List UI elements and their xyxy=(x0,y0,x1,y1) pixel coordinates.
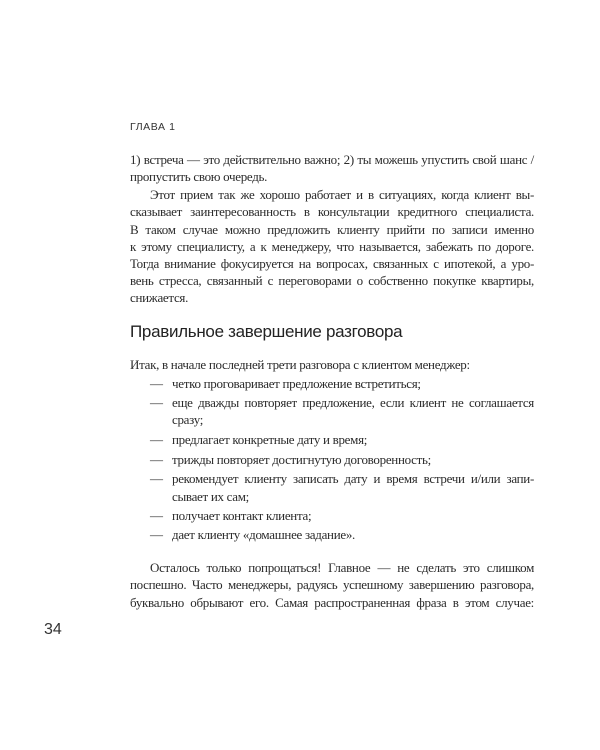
list-dash: — xyxy=(150,508,163,523)
list-dash: — xyxy=(150,432,163,447)
list-dash: — xyxy=(150,452,163,467)
section-heading: Правильное завершение разговора xyxy=(130,322,403,341)
text-line: сразу; xyxy=(172,412,204,427)
text-line: предлагает конкретные дату и время; xyxy=(172,432,368,447)
text-line: дает клиенту «домашнее задание». xyxy=(172,527,355,542)
text-line: рекомендует клиенту записать дату и время встречи и/или запи- xyxy=(172,471,534,486)
list-dash: — xyxy=(150,395,163,410)
text-line: еще дважды повторяет предложение, если клиент не соглашается xyxy=(172,395,534,410)
text-line: 1) встреча — это действительно важно; 2) ты можешь упустить свой шанс / xyxy=(130,152,534,167)
list-dash: — xyxy=(150,471,163,486)
text-line: пропустить свою очередь. xyxy=(130,169,268,184)
list-dash: — xyxy=(150,376,163,391)
text-line: к этому специалисту, а к менеджеру, что называется, забежать по дороге. xyxy=(130,239,534,254)
text-line: снижается. xyxy=(130,290,189,305)
section-lead: Итак, в начале последней трети разговора с клиентом менеджер: xyxy=(130,357,470,372)
text-line: получает контакт клиента; xyxy=(172,508,312,523)
text-line: Тогда внимание фокусируется на вопросах, связанных с ипотекой, а уро- xyxy=(130,256,534,271)
text-line: В таком случае можно предложить клиенту прийти по записи именно xyxy=(130,222,534,237)
text-line: сказывает заинтересованность в консультации кредитного специалиста. xyxy=(130,204,534,219)
text-line: Осталось только попрощаться! Главное — не сделать это слишком xyxy=(150,560,534,575)
text-line: вень стресса, связанный с переговорами о собственно покупке квартиры, xyxy=(130,273,534,288)
text-line: буквально обрывают его. Самая распространенная фраза в этом случае: xyxy=(130,595,534,610)
text-line: четко проговаривает предложение встретиться; xyxy=(172,376,421,391)
text-line: Этот прием так же хорошо работает и в ситуациях, когда клиент вы- xyxy=(150,187,534,202)
text-line: трижды повторяет достигнутую договоренность; xyxy=(172,452,431,467)
running-head: ГЛАВА 1 xyxy=(130,121,176,133)
text-line: сывает их сам; xyxy=(172,489,249,504)
page-number: 34 xyxy=(44,621,62,638)
list-dash: — xyxy=(150,527,163,542)
text-line: поспешно. Часто менеджеры, радуясь успешному завершению разговора, xyxy=(130,577,534,592)
